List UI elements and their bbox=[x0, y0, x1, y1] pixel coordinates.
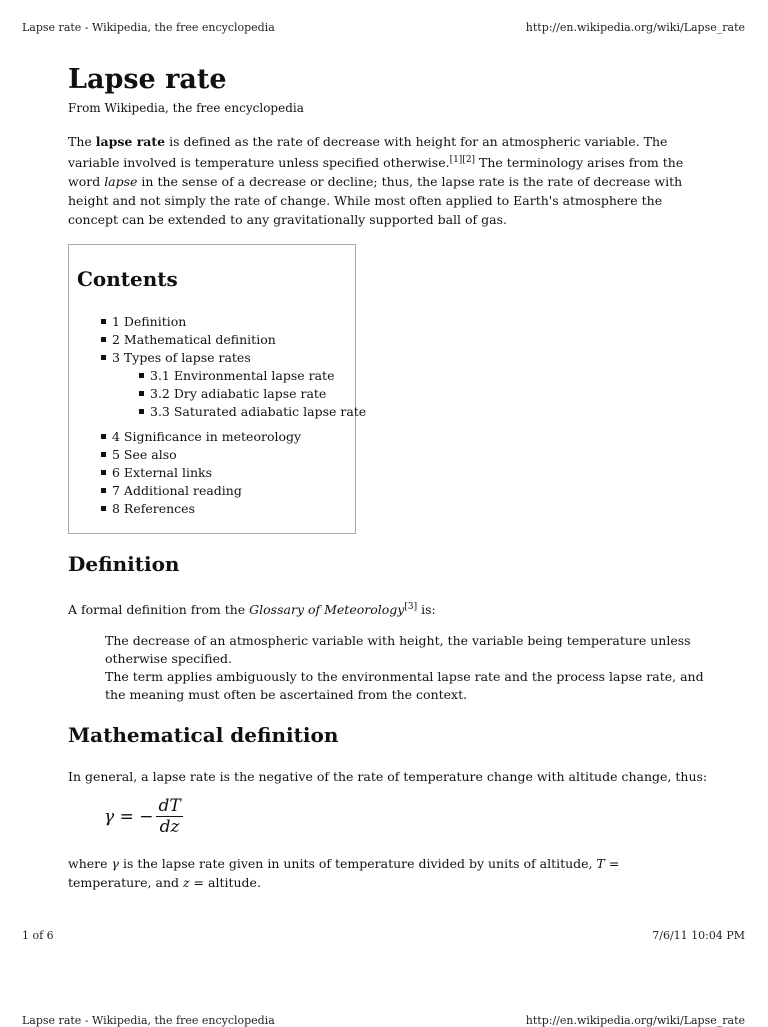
bullet-icon bbox=[101, 452, 106, 457]
print-footer-page: 1 of 6 bbox=[22, 929, 54, 942]
intro-text-4: in the sense of a decrease or decline; thus, the lapse rate is the rate of decrease with height and not simply the rate of change. While most often applied to Earth's atmosphere the concept can be extended to any gravitationally supported ball of gas. bbox=[68, 174, 683, 228]
citation-link-3[interactable]: [3] bbox=[404, 602, 418, 612]
toc-item-saturated-adiabatic-lapse-rate[interactable]: 3.3 Saturated adiabatic lapse rate bbox=[101, 403, 366, 421]
bullet-icon bbox=[101, 434, 106, 439]
print-footer-datetime: 7/6/11 10:04 PM bbox=[652, 929, 745, 942]
intro-italic-term: lapse bbox=[104, 174, 138, 190]
math-lead: In general, a lapse rate is the negative of the rate of temperature change with altitude change, thus: bbox=[68, 769, 708, 784]
bullet-icon bbox=[101, 488, 106, 493]
formula-numerator: dT bbox=[158, 796, 181, 816]
bullet-icon bbox=[101, 319, 106, 324]
lapse-rate-formula bbox=[104, 796, 183, 837]
t-symbol: T bbox=[596, 856, 605, 871]
formula-denominator: dz bbox=[159, 817, 180, 837]
bullet-icon bbox=[101, 470, 106, 475]
formula-lhs: γ = − bbox=[104, 806, 154, 827]
table-of-contents bbox=[68, 244, 367, 534]
section-heading-mathematical-definition: Mathematical definition bbox=[68, 723, 339, 747]
page-subtitle: From Wikipedia, the free encyclopedia bbox=[68, 101, 304, 115]
intro-text-3: The terminology arises from the word bbox=[68, 155, 684, 190]
print-header-title: Lapse rate - Wikipedia, the free encyclopedia bbox=[22, 21, 275, 34]
print-header-url: http://en.wikipedia.org/wiki/Lapse_rate bbox=[525, 21, 745, 34]
bullet-icon bbox=[101, 337, 106, 342]
formula-fraction bbox=[156, 796, 182, 837]
toc-item-types-of-lapse-rates[interactable]: 3 Types of lapse rates bbox=[101, 349, 366, 367]
glossary-title: Glossary of Meteorology bbox=[249, 602, 405, 618]
intro-text-1: The bbox=[68, 134, 96, 149]
toc-item-external-links[interactable]: 6 External links bbox=[101, 464, 366, 482]
definition-quote bbox=[105, 632, 705, 704]
gamma-symbol: γ bbox=[111, 856, 119, 871]
page-title: Lapse rate bbox=[68, 64, 227, 95]
quote-line-2: The term applies ambiguously to the environmental lapse rate and the process lapse rate, and the meaning must often be ascertained from the context. bbox=[105, 669, 704, 702]
toc-item-see-also[interactable]: 5 See also bbox=[101, 446, 366, 464]
toc-item-references[interactable]: 8 References bbox=[101, 500, 366, 518]
bullet-icon bbox=[101, 355, 106, 360]
bullet-icon bbox=[101, 506, 106, 511]
toc-item-significance-in-meteorology[interactable]: 4 Significance in meteorology bbox=[101, 428, 366, 446]
intro-paragraph bbox=[68, 132, 694, 229]
next-page-header-url: http://en.wikipedia.org/wiki/Lapse_rate bbox=[525, 1014, 745, 1027]
quote-line-1: The decrease of an atmospheric variable with height, the variable being temperature unless otherwise specified. bbox=[105, 633, 691, 666]
bullet-icon bbox=[139, 391, 144, 396]
bullet-icon bbox=[139, 373, 144, 378]
intro-text-2: is defined as the rate of decrease with height for an atmospheric variable. The variable involved is temperature unless specified otherwise. bbox=[68, 134, 668, 171]
citation-link-2[interactable]: [2] bbox=[462, 155, 476, 165]
z-symbol: z bbox=[182, 875, 190, 890]
toc-item-environmental-lapse-rate[interactable]: 3.1 Environmental lapse rate bbox=[101, 367, 366, 385]
section-heading-definition: Definition bbox=[68, 552, 180, 576]
toc-item-additional-reading[interactable]: 7 Additional reading bbox=[101, 482, 366, 500]
intro-bold-term: lapse rate bbox=[95, 134, 166, 149]
toc-item-dry-adiabatic-lapse-rate[interactable]: 3.2 Dry adiabatic lapse rate bbox=[101, 385, 366, 403]
citation-link-1[interactable]: [1] bbox=[449, 155, 463, 165]
definition-lead: A formal definition from the Glossary of Meteorology[3] is: bbox=[68, 602, 436, 618]
math-where: where γ is the lapse rate given in units of temperature divided by units of altitude, T = temperature, and z = altitude. bbox=[68, 856, 620, 890]
next-page-header-title: Lapse rate - Wikipedia, the free encyclopedia bbox=[22, 1014, 275, 1027]
toc-item-mathematical-definition[interactable]: 2 Mathematical definition bbox=[101, 331, 366, 349]
bullet-icon bbox=[139, 409, 144, 414]
toc-title: Contents bbox=[77, 267, 178, 291]
toc-list bbox=[101, 313, 366, 518]
toc-item-definition[interactable]: 1 Definition bbox=[101, 313, 366, 331]
